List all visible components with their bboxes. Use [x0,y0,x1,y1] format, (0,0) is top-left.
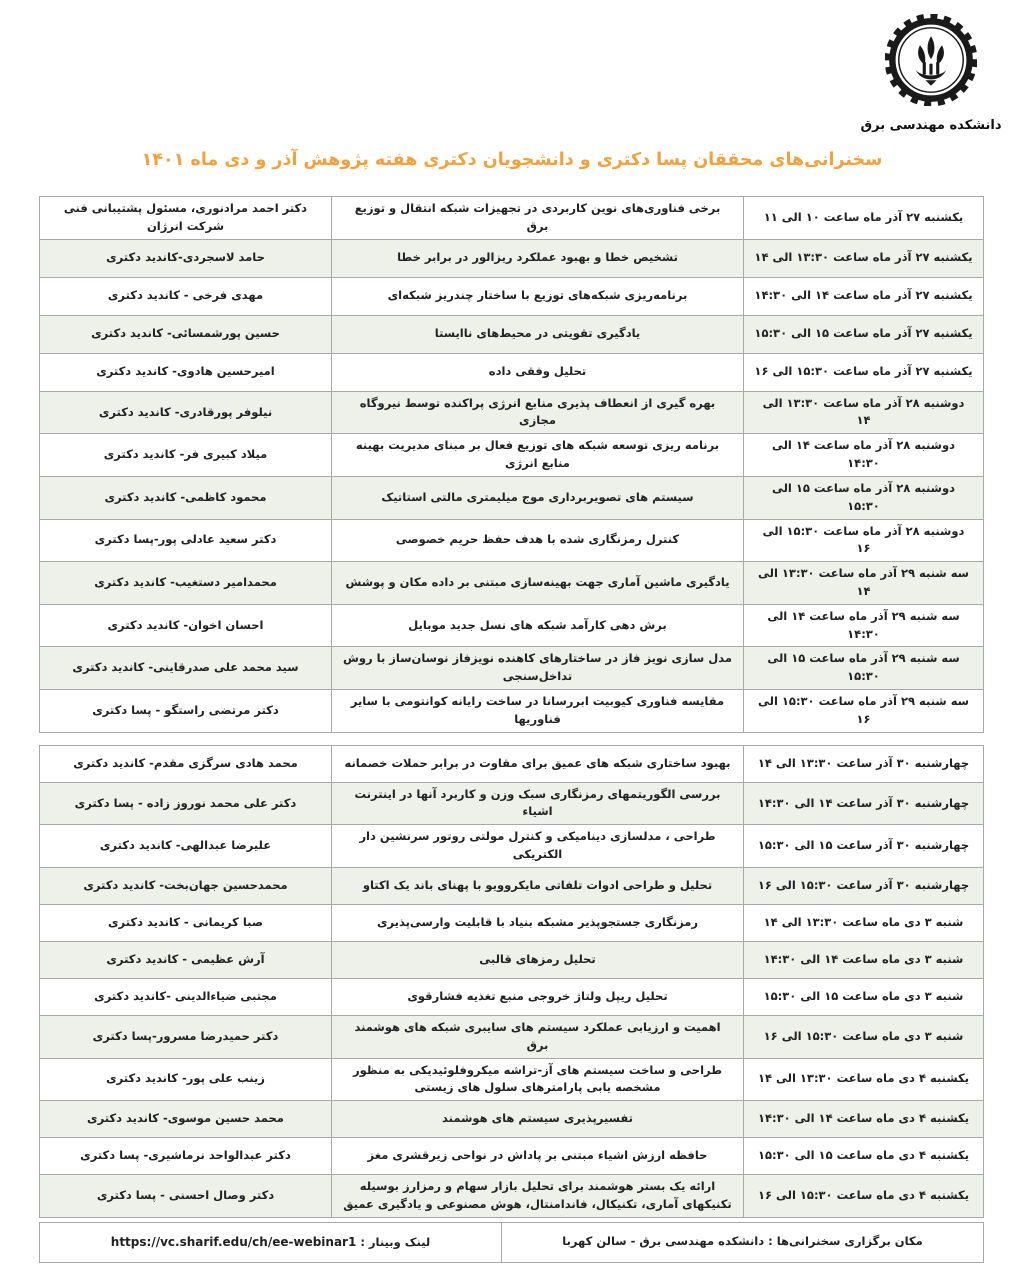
session-title-cell: ارائه یک بستر هوشمند برای تحلیل بازار سهام و رمزارز بوسیله تکنیکهای آماری، تکنیکال، فاندامنتال، هوش مصنوعی و یادگیری عمیق [332,1175,744,1218]
session-speaker-cell: دکتر سعید عادلی پور-پسا دکتری [40,519,332,562]
session-title-cell: رمزنگاری جستجوپذیر مشبکه بنیاد با قابلیت وارسی‌پذیری [332,904,744,941]
session-date-cell: یکشنبه ۲۷ آذر ماه ساعت ۱۵:۳۰ الی ۱۶ [744,353,984,391]
schedule-row [40,1175,984,1218]
session-speaker-cell: دکتر مرتضی راستگو - پسا دکتری [40,690,332,733]
schedule-table-azar-body [40,197,984,733]
session-speaker-cell: محمدامیر دستغیب- کاندید دکتری [40,562,332,605]
schedule-row [40,353,984,391]
sharif-university-logo-icon [885,14,977,110]
schedule-row [40,197,984,240]
session-title-cell: مقایسه فناوری کیوبیت ابررسانا در ساخت رایانه کوانتومی با سایر فناوریها [332,690,744,733]
session-speaker-cell: زینب علی پور- کاندید دکتری [40,1058,332,1101]
session-speaker-cell: علیرضا عبدالهی- کاندید دکتری [40,825,332,868]
session-title-cell: کنترل رمزنگاری شده با هدف حفظ حریم خصوصی [332,519,744,562]
session-date-cell: چهارشنبه ۳۰ آذر ساعت ۱۵ الی ۱۵:۳۰ [744,825,984,868]
session-date-cell: یکشنبه ۴ دی ماه ساعت ۱۴ الی ۱۴:۳۰ [744,1101,984,1138]
schedule-row [40,825,984,868]
session-date-cell: یکشنبه ۴ دی ماه ساعت ۱۵:۳۰ الی ۱۶ [744,1175,984,1218]
session-title-cell: سیستم های تصویربرداری موج میلیمتری مالتی استاتیک [332,476,744,519]
webinar-link-label: لینک وبینار : [360,1234,431,1249]
session-date-cell: شنبه ۳ دی ماه ساعت ۱۳:۳۰ الی ۱۴ [744,904,984,941]
session-title-cell: برنامه‌ریزی شبکه‌های توزیع با ساختار چندریز شبکه‌ای [332,277,744,315]
session-date-cell: دوشنبه ۲۸ آذر ماه ساعت ۱۳:۳۰ الی ۱۴ [744,391,984,434]
session-date-cell: چهارشنبه ۳۰ آذر ساعت ۱۴ الی ۱۴:۳۰ [744,782,984,825]
session-title-cell: تشخیص خطا و بهبود عملکرد ریزالور در برابر خطا [332,239,744,277]
schedule-row [40,867,984,904]
schedule-row [40,745,984,782]
session-date-cell: یکشنبه ۲۷ آذر ماه ساعت ۱۳:۳۰ الی ۱۴ [744,239,984,277]
session-speaker-cell: دکتر احمد مرادنوری، مسئول پشتیبانی فنی شرکت انرژان [40,197,332,240]
session-speaker-cell: سید محمد علی صدرقاینی- کاندید دکتری [40,647,332,690]
session-title-cell: تفسیرپذیری سیستم های هوشمند [332,1101,744,1138]
session-date-cell: دوشنبه ۲۸ آذر ماه ساعت ۱۴ الی ۱۴:۳۰ [744,434,984,477]
session-title-cell: طراحی و ساخت سیستم های آز-تراشه میکروفلوئیدیکی به منظور مشخصه یابی پارامترهای سلول های زیستی [332,1058,744,1101]
schedule-row [40,690,984,733]
schedule-row [40,1138,984,1175]
schedule-row [40,941,984,978]
schedule-row [40,562,984,605]
session-date-cell: یکشنبه ۲۷ آذر ماه ساعت ۱۴ الی ۱۴:۳۰ [744,277,984,315]
session-speaker-cell: امیرحسین هادوی- کاندید دکتری [40,353,332,391]
session-title-cell: برخی فناوری‌های نوین کاربردی در تجهیزات شبکه انتقال و توزیع برق [332,197,744,240]
session-date-cell: سه شنبه ۲۹ آذر ماه ساعت ۱۳:۳۰ الی ۱۴ [744,562,984,605]
session-speaker-cell: محمدحسین جهان‌بخت- کاندید دکتری [40,867,332,904]
schedule-row [40,604,984,647]
session-speaker-cell: دکتر عبدالواحد نرماشیری- پسا دکتری [40,1138,332,1175]
session-title-cell: تحلیل وفقی داده [332,353,744,391]
session-title-cell: تحلیل و طراحی ادوات تلفاتی مایکروویو با پهنای باند یک اکتاو [332,867,744,904]
session-speaker-cell: دکتر حمیدرضا مسرور-پسا دکتری [40,1015,332,1058]
session-date-cell: یکشنبه ۴ دی ماه ساعت ۱۵ الی ۱۵:۳۰ [744,1138,984,1175]
session-date-cell: چهارشنبه ۳۰ آذر ساعت ۱۳:۳۰ الی ۱۴ [744,745,984,782]
schedule-row [40,1101,984,1138]
footer-table [39,1222,984,1263]
session-title-cell: تحلیل ریپل ولتاژ خروجی منبع تغذیه فشارقوی [332,978,744,1015]
session-date-cell: یکشنبه ۲۷ آذر ماه ساعت ۱۵ الی ۱۵:۳۰ [744,315,984,353]
session-title-cell: مدل سازی نویز فاز در ساختارهای کاهنده نویزفاز نوسان‌ساز با روش تداخل‌سنجی [332,647,744,690]
session-date-cell: دوشنبه ۲۸ آذر ماه ساعت ۱۵:۳۰ الی ۱۶ [744,519,984,562]
session-date-cell: دوشنبه ۲۸ آذر ماه ساعت ۱۵ الی ۱۵:۳۰ [744,476,984,519]
schedule-row [40,978,984,1015]
session-title-cell: اهمیت و ارزیابی عملکرد سیستم های سایبری شبکه های هوشمند برق [332,1015,744,1058]
schedule-row [40,315,984,353]
session-title-cell: بررسی الگوریتمهای رمزنگاری سبک وزن و کاربرد آنها در اینترنت اشیاء [332,782,744,825]
session-speaker-cell: احسان اخوان- کاندید دکتری [40,604,332,647]
session-date-cell: شنبه ۳ دی ماه ساعت ۱۴ الی ۱۴:۳۰ [744,941,984,978]
session-speaker-cell: مهدی فرخی - کاندید دکتری [40,277,332,315]
schedule-table-dey [39,745,984,1218]
session-speaker-cell: محمود کاظمی- کاندید دکتری [40,476,332,519]
session-date-cell: سه شنبه ۲۹ آذر ماه ساعت ۱۵ الی ۱۵:۳۰ [744,647,984,690]
session-speaker-cell: محمد حسین موسوی- کاندید دکتری [40,1101,332,1138]
session-title-cell: بهبود ساختاری شبکه های عمیق برای مقاوت در برابر حملات خصمانه [332,745,744,782]
schedule-row [40,434,984,477]
session-date-cell: شنبه ۳ دی ماه ساعت ۱۵:۳۰ الی ۱۶ [744,1015,984,1058]
schedule-row [40,476,984,519]
schedule-content [40,196,984,1263]
venue-cell: مکان برگزاری سخنرانی‌ها : دانشکده مهندسی برق - سالن کهربا [502,1222,984,1262]
session-speaker-cell: آرش عظیمی - کاندید دکتری [40,941,332,978]
schedule-row [40,1015,984,1058]
university-header [860,14,1002,133]
session-title-cell: طراحی ، مدلسازی دینامیکی و کنترل مولتی روتور سرنشین دار الکتریکی [332,825,744,868]
session-date-cell: یکشنبه ۲۷ آذر ماه ساعت ۱۰ الی ۱۱ [744,197,984,240]
session-speaker-cell: حسین پورشمسائی- کاندید دکتری [40,315,332,353]
session-speaker-cell: نیلوفر پورقادری- کاندید دکتری [40,391,332,434]
schedule-table-dey-body [40,745,984,1217]
session-speaker-cell: دکتر علی محمد نوروز زاده - پسا دکتری [40,782,332,825]
session-title-cell: برش دهی کارآمد شبکه های نسل جدید موبایل [332,604,744,647]
schedule-row [40,277,984,315]
session-date-cell: سه شنبه ۲۹ آذر ماه ساعت ۱۵:۳۰ الی ۱۶ [744,690,984,733]
schedule-row [40,239,984,277]
faculty-name: دانشکده مهندسی برق [860,118,1002,133]
session-speaker-cell: مجتبی ضیاءالدینی -کاندید دکتری [40,978,332,1015]
session-date-cell: یکشنبه ۴ دی ماه ساعت ۱۳:۳۰ الی ۱۴ [744,1058,984,1101]
session-title-cell: حافظه ارزش اشیاء مبتنی بر پاداش در نواحی زیرقشری مغز [332,1138,744,1175]
webinar-link-cell [40,1222,502,1262]
session-title-cell: برنامه ریزی توسعه شبکه های توزیع فعال بر مبنای مدیریت بهینه منابع انرژی [332,434,744,477]
session-title-cell: بهره گیری از انعطاف پذیری منابع انرژی پراکنده توسط نیروگاه مجازی [332,391,744,434]
session-date-cell: شنبه ۳ دی ماه ساعت ۱۵ الی ۱۵:۳۰ [744,978,984,1015]
session-title-cell: تحلیل رمزهای قالبی [332,941,744,978]
webinar-url: https://vc.sharif.edu/ch/ee-webinar1 [110,1234,357,1249]
session-title-cell: یادگیری ماشین آماری جهت بهینه‌سازی مبتنی بر داده مکان و پوشش [332,562,744,605]
schedule-row [40,1058,984,1101]
schedule-row [40,391,984,434]
session-speaker-cell: دکتر وصال احسنی - پسا دکتری [40,1175,332,1218]
schedule-row [40,904,984,941]
session-speaker-cell: صبا کریمانی - کاندید دکتری [40,904,332,941]
session-speaker-cell: محمد هادی سرگزی مقدم- کاندید دکتری [40,745,332,782]
schedule-row [40,647,984,690]
schedule-row [40,782,984,825]
session-speaker-cell: میلاد کبیری فر- کاندید دکتری [40,434,332,477]
footer-row [40,1222,984,1262]
session-title-cell: یادگیری تقویتی در محیط‌های ناایستا [332,315,744,353]
session-date-cell: چهارشنبه ۳۰ آذر ساعت ۱۵:۳۰ الی ۱۶ [744,867,984,904]
schedule-table-azar [39,196,984,733]
session-speaker-cell: حامد لاسجردی-کاندید دکتری [40,239,332,277]
schedule-row [40,519,984,562]
session-date-cell: سه شنبه ۲۹ آذر ماه ساعت ۱۴ الی ۱۴:۳۰ [744,604,984,647]
page-title: سخنرانی‌های محققان پسا دکتری و دانشجویان دکتری هفته پژوهش آذر و دی ماه ۱۴۰۱ [141,150,883,170]
